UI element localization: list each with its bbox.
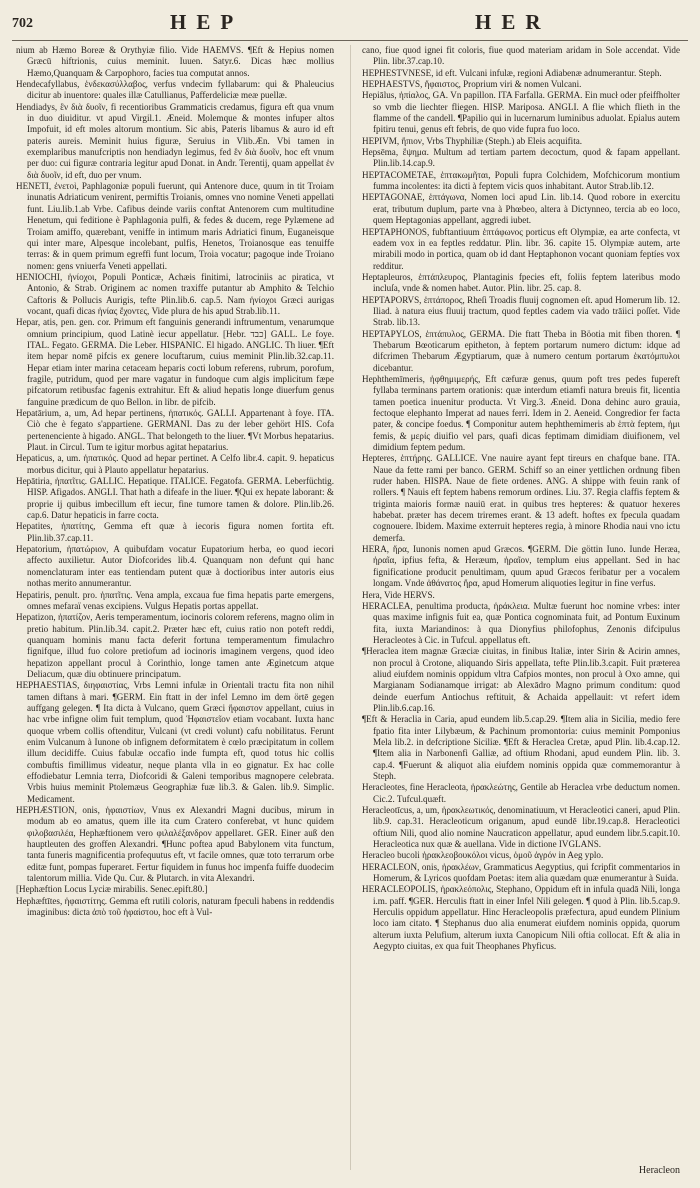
dictionary-entry: HEPTAPHONOS, fubftantiuum ἑπτάφωνος porticus eft Olympiæ, ea arte confecta, vt eadem vox in ea feptles reddatur. Plin. libr. 36. capite 15. Olympiæ autem, arte mirabili modo in portica, quam ob id dant Heptaphonon vocant quoniam feptíes vox redditur. bbox=[362, 226, 680, 271]
dictionary-entry: HERA, ἥρα, Iunonis nomen apud Græcos. ¶GERM. Die göttin Iuno. Iunde Heræa, ἡραῖα, ipfius fefta, & Heræum, ἡραῖον, templum eius appellant. Sed in hac fignificatione producit penultimam, quum apud Græcos feribatur per a vocalem longam. Vnde ἀθάνατος ἥρα, apud Homerum aliquoties legitur in fine verfus. bbox=[362, 544, 680, 589]
dictionary-entry: Hepar, atis, pen. gen. cor. Primum eft fanguinis generandi inftrumentum, venarumque omnium principium, quod Latinè iecur appellatur. [Hebr. כבד] GALL. Le foye. ITAL. Fegato. GERMA. Die Leber. HISPANIC. El higado. ANGLIC. Th liuer. ¶Eft item hepar nomē pifcis ex genere locuftarum, cuius meminit Plin.lib.32.cap.11. Hepar etiam inter marina cetaceam heparis cocti lobum referens, rubrum, porofum, fragile, putridum, quod per mare vagatur in fundoque cum algis implicitum fæpe pifcatorum retibusfac fagenis extrahitur. Eft & aliud hepatis longe diuerfum genus fanguine prædicum de quo Bellon. in libr. de pifcib. bbox=[16, 317, 334, 407]
page-number: 702 bbox=[12, 16, 33, 31]
dictionary-entry: HERACLEA, penultima producta, ἡράκλεια. Multæ fuerunt hoc nomine vrbes: inter quas maxime infignis fuit ea, quæ Pontica cognominata fuit, ad Pontum Euxinum fita, iuxta Mariandinos: à qua Dionyfius philofophus, Zenonis difcipulus Heracleotes à Cic. in Tufcul. appellatus eft. bbox=[362, 600, 680, 645]
dictionary-entry: Hepatorium, ἡπατώριον, A quibufdam vocatur Eupatorium herba, eo quod iecori affecto auxilietur. Autor Diofcorides lib.4. Quanquam non defunt qui hanc nomenclaturam inter eas tentiendam putent quæ à doctioribus inter autoris eius nothas merito annumerantur. bbox=[16, 544, 334, 589]
dictionary-entry: HEPTACOMETAE, ἑπτακωμῆται, Populi fupra Colchidem, Mofchicorum montium fumma incolentes: ita dicti à feptem vicis quos inhabitant. Autor Strab.lib.12. bbox=[362, 169, 680, 192]
dictionary-entry: Hephthemīmeris, ἡφθημιμερής, Eft cæfuræ genus, quum poft tres pedes fupereft fyllaba terminans partem orationis: quæ interdum etiamfi natura breuis fit, licentia tamen poetica inuenitur producta. Vt Virg.3. Æneid. Dona dehinc auro grauia, fectoque elephanto Imperat ad naues ferri. Idem in 2. Aeneid. Congredior fer facta pater, & concipe foedus. ¶ Componitur autem hephthemimeris ab ἑπτὰ feptem, ἡμι femis, & μερίς diuifio vel pars, quafi dicas feptimam dimidiam diuifionem, vel dimidium feptem pedum. bbox=[362, 373, 680, 453]
dictionary-entry: HEPHÆSTION, onis, ἡφαιστίων, Vnus ex Alexandri Magni ducibus, mirum in modum ab eo amatus, quem ille ita cum Cratero conferebat, vt hunc quidem φιλοβασιλέα, Hephæftionem vero φιλαλέξανδρον appellaret. GER. Einer auß den hauptleuten des groffen Alexandri. ¶Hunc poftea apud Babylonem vita functum, tanta funeris magnificentia profequutus eft, vt facile omnes, quæ toto terrarum orbe editæ funt, pompas fuperaret. Fertur fiquidem in funus hoc impenfa fuiffe duodecim talentorum millia. Vide Qu. Cur. & Plutarch. in vita Alexandri. bbox=[16, 805, 334, 884]
dictionary-entry: HEPHESTVNESE, id eft. Vulcani infulæ, regioni Adiabenæ adnumerantur. Steph. bbox=[362, 67, 662, 78]
dictionary-entry: HEPHAESTIAS, διηφαιστίας, Vrbs Lemni infulæ in Orientali tractu fita non nihil tamen diftans à mari. ¶GERM. Ein ftatt in der infel Lemno im dem örtē gegen auffgang gelegen. ¶ Ita dicta à Vulcano, quem Græci ἥφαιστον appellant, cuius in hac vrbe infigne olim fuit templum, quod Ἡφαιστεῖον etiam vocabant. Iuxta hanc quoque vrbem collis oftenditur, Vulcani (vt credi volunt) cafu nobilitatus. Ferunt enim Vulcanum à Iunone ob infignem deformitatem è cœlo præcipitatum in collem illum decidiffe. Cuius fabulæ occafio inde fumpta eft, quod totus hic collis combuftis fimillimus videatur, neque planta vlla in eo gignatur. Ex hac colle effodiebatur Lemnia terra, Diofcoridi & Galeni temporibus magnopere celebrata. Vrbis huius meminit Ptolemæus Geographiæ fuæ lib.3. & Galen. lib.9. Simplic. Medicament. bbox=[16, 680, 334, 804]
dictionary-entry: Heracleotīcus, a, um, ἡρακλεωτικός, denominatiuum, vt Heracleotici caneri, apud Plin. lib.9. cap.31. Heracleoticum origanum, apud eundē libr.19.cap.8. Heracleotici oftium Nili, quod alio nomine Naucraticon appellatur, apud eundem libr.5.capit.10. Heracleotica nux quæ & auellana. Vide in dictione IVGLANS. bbox=[362, 805, 680, 850]
dictionary-entry: HEPHAESTVS, ἥφαιστος, Proprium viri & nomen Vulcani. bbox=[362, 79, 582, 90]
dictionary-entry: HEPIVM, ἥπιον, Vrbs Thyphiliæ (Steph.) ab Eleis acquifita. bbox=[362, 135, 583, 146]
catchword: Heracleon bbox=[638, 1165, 680, 1176]
right-column bbox=[362, 45, 680, 953]
running-head-right: HER bbox=[475, 10, 551, 34]
header-rule bbox=[12, 40, 688, 41]
dictionary-entry: cano, fiue quod ignei fit coloris, fiue quod materiam aridam in Sole accendat. Vide Plin. libr.37.cap.10. bbox=[362, 45, 680, 67]
dictionary-entry: Heracleotes, fine Heracleota, ἡρακλεώτης, Gentile ab Heraclea vrbe deductum nomen. Cic.2. Tufcul.quæft. bbox=[362, 782, 680, 804]
dictionary-entry: HEPTAPYLOS, ἑπτάπυλος, GERMA. Die ftatt Theba in Böotia mit fiben thoren. ¶ Thebarum Bœoticarum epitheton, à feptem portarum numero dictum: idque ad difcrimen Thebarum Ægyptiarum, quæ à numero centum portarum ἑκατόμπυλοι dicebantur. bbox=[362, 328, 680, 373]
dictionary-entry: Hendiadys, ἓν διὰ δυοῖν, fi recentioribus Grammaticis credamus, figura eft qua vnum in duo diuiditur. vt apud Virgil.1. Æneid. Molemque & montes infuper altos Impofuit, id eft moles altorum montium. Sic abis, Pateris libamus & auro id eft pateris aureis. Meminit huius figuræ, Seruius in Vlib.Æn. Vbi tamen in exemplaribus manufcriptis non hendiadyn legimus, fed ἓν διὰ δυοῖν, hoc eft vnum per duo: cui figuræ contraria legitur apud Donat. in Andr. Terentij, quam appellat ἑν διὰ δυοῖν, id eft, duo per vnum. bbox=[16, 101, 334, 180]
dictionary-entry: Hepatārium, a, um, Ad hepar pertinens, ἡπατικός. GALLI. Appartenant à foye. ITA. Ciò che è fegato s'appartiene. GERMANI. Das zu der leber gehört HIS. Cofa pertenenciente à higado. ANGL. That belongeth to the liuer. ¶Vt Morbus hepatarius. Plaut. in Circul. Tum te igitur morbus agitat hepatarius. bbox=[16, 408, 334, 453]
dictionary-entry: Hepatites, ἡπατίτης, Gemma eft quæ à iecoris figura nomen fortita eft. Plin.lib.37.cap.11. bbox=[16, 521, 334, 543]
dictionary-entry: Heptapleuros, ἑπτάπλευρος, Plantaginis fpecies eft, foliis feptem lateribus modo incluſa, vnde & nomen habet. Autor. Plin. libr. 25. cap. 8. bbox=[362, 271, 680, 294]
dictionary-entry: Hepiālus, ἠπίαλος, GA. Vn papillon. ITA Farfalla. GERMA. Ein mucł oder pfeiffholter so vmb die liechter fliegen. HISP. Mariposa. ANGLI. A flie which flieth in the flamme of the candell. ¶Papilio qui in lucernarum luminibus aduolat. Epialus autem fpitiru tenui, genus eft febris, de quo vide fupra fuo loco. bbox=[362, 90, 680, 135]
dictionary-entry: Hepsēma, ἕψημα. Multum ad tertiam partem decoctum, quod & fapam appellant. Plin.lib.14.cap.9. bbox=[362, 147, 680, 169]
dictionary-entry: ¶Eft & Heraclia in Caria, apud eundem lib.5.cap.29. ¶Item alia in Sicilia, medio fere fpatio fita inter Lilybæum, & Pachinum promontoria: cuius meminit Pomponius Mela lib.2. in defcriptione Siciliæ. ¶Eft & Heraclea Cretæ, apud Plin. lib.4.cap.12. ¶Item alia in Narbonenfi Galliæ, ad oftium Rhodani, apud eundem Plin. lib. 3. cap.4. ¶Fuerunt & aliquot alia eiufdem nominis oppida quæ commemorantur à Steph. bbox=[362, 714, 680, 781]
left-column bbox=[16, 45, 334, 918]
dictionary-entry: ¶Heraclea item magnæ Græciæ ciuitas, in finibus Italiæ, inter Sirin & Acirin amnes, non procul à Crotone, aliquando Siris appellata, tefte Plin.lib.3.capit. Fuit præterea aliud eiufdem nominis oppidum vltra Cafpios montes, non procul à Oxo amne, qui Margianam Sodianamque irrigat: ab Alexādro Magno primum conditum: quod deinde euerfum Antiochus reftituit, & Achaida appellauit: vt refert idem Plin.lib.6.cap.16. bbox=[362, 646, 680, 713]
dictionary-entry: Hepteres, ἑπτήρης. GALLICE. Vne nauire ayant fept tireurs en chafque bane. ITA. Naue da fette rami per banco. GERM. Schiff so an einer yettlichen ordnung fiben ruder haben. HISPA. Naue de fiete ordenes. ANG. A shippe with feuin rank of rollers. ¶ Nauis eft feptem habens remorum ordines. Liu. 37. Regia claffis feptem & triginta maioris formæ nauiū erat. in quibus tres hepteres: & quatuor hexeres habebat. præter has decem triremes erant. & 13 adeft. hoftes ex fpecula quadam cognouere. Ibidem. Maxime exterruit hepteres regia, à minore Rhodia naui vno ictu demerfa. bbox=[362, 453, 680, 543]
dictionary-entry: Hera, Vide HERVS. bbox=[362, 589, 435, 600]
dictionary-entry: Hepatizon, ἡπατίζον, Aeris temperamentum, iocinoris colorem referens, magno olim in pretio habitum. Plin.lib.34. capit.2. Præter hæc eft, cuius ratio non poteft reddi, quanquam hominis manu facta deferit fortuna temperamentum fimulachro fignifque, illud fuo colore pretiofum ad iocinoris imaginem vergens, quod ideo hepatizon appellant procul à Corinthio, longe tamen ante Æginetcum atque Deliacum, quæ diu obtinuere principatum. bbox=[16, 612, 334, 679]
column-divider bbox=[350, 45, 351, 1170]
dictionary-entry: HEPTAPORVS, ἑπτάπορος, Rheſi Troadis fluuij cognomen eſt. apud Homerum lib. 12. Iliad. à natura eius fluuij tractum, quod feptles cadem via vado trāiici poſſet. Vide Strab. lib.13. bbox=[362, 294, 680, 328]
dictionary-entry: nium ab Hæmo Boreæ & Orythyiæ filio. Vide HAEMVS. ¶Eft & Hepius nomen Græcū hiftrionis, cuius meminit. Iuuen. Satyr.6. Dicas hæc mollius Hæmo,Quanquam & Carpophoro, facies tua computat annos. bbox=[16, 45, 334, 78]
dictionary-entry: Hephæftītes, ἡφαιστίτης. Gemma eft rutili coloris, naturam fpeculi habens in reddendis imaginibus: dicta ἀπὸ τοῦ ἡφαίστου, hoc eft à Vul- bbox=[16, 895, 334, 918]
dictionary-entry: HENIOCHI, ἡνίοχοι, Populi Ponticæ, Achæis finitimi, latrociniis ac piratica, vt Antonio, & Strab. Originem ac nomen traxiffe putantur ab Amphito & Telchio Caftoris & Pollucis Aurigis, tefte Plin.lib.6. cap.5. Nam ἡνίοχοι Græci aurigas vocant, quafi dicas ἡνίας ἔχοντες, Vide plura de his apud Strab.lib.11. bbox=[16, 271, 334, 316]
dictionary-entry: HERACLEOPOLIS, ἡρακλεόπολις, Stephano, Oppidum eft in infula quadā Nili, longa i.m. paff. ¶GER. Herculis ftatt in einer Infel Nili gelegen. ¶ quod à Plin. lib.5.cap.9. Herculis oppidum appellatur. Hinc Heracleopolis præfectura, apud eundem Plinium loco iam citato. ¶ Stephanus duo alia enumerat eiufdem nominis oppida, quorum alterum iuxta Pelufium, alterum iuxta Canopicum Nili oftia collocat. Eft & alia in Aegypto ciuitas, ex qua fuit Theophanes Phyficus. bbox=[362, 884, 680, 952]
dictionary-entry: [Hephæftion Locus Lyciæ mirabilis. Senec.epift.80.] bbox=[16, 884, 208, 895]
running-head-left: HEP bbox=[170, 10, 244, 34]
dictionary-entry: HERACLEON, onis, ἡρακλέων, Grammaticus Aegyptius, qui fcripfit commentarios in Homerum, & Lyricos quofdam Poetas: item alia quædam quæ enumerantur à Suida. bbox=[362, 861, 680, 884]
dictionary-entry: Hepātiria, ἡπατῖτις. GALLIC. Hepatique. ITALICE. Fegatofa. GERMA. Leberfüchtig. HISP. Afigados. ANGLI. That hath a difeafe in the liuer. ¶Qui ex hepate laborant: & proprie ij quibus imbecillum eft iecur, fine tumore tamen & dolore. Plin.lib.26. cap.6. Datur hepaticis in farre cocta. bbox=[16, 476, 334, 521]
dictionary-entry: Hepatiris, penult. pro. ἡπατῖτις. Vena ampla, excaua fue fima hepatis parte emergens, omnes mefaraï venas excipiens. Vulgus Hepatis portas appellat. bbox=[16, 589, 334, 611]
dictionary-entry: Hepaticus, a, um. ἡπατικός. Quod ad hepar pertinet. A Celfo libr.4. capit. 9. hepaticus morbus dicitur, qui à Plauto appellatur hepatarius. bbox=[16, 453, 334, 475]
dictionary-entry: HEPTAGONAE, ἑπτάγωνα, Nomen loci apud Lin. lib.14. Quod robore in exercitu erat, tributum duplum, parte vna à Phœbeo, altera à Dictynneo, tercia ab eo loco, quem Heptagonias appellant, aggredi iubet. bbox=[362, 192, 680, 226]
dictionary-entry: HENETI, ἐνετοὶ, Paphlagoniæ populi fuerunt, qui Antenore duce, quum in tit Troiam inunatis Adriaticum venirent, permiftis Troianis, omnes vno nomine Veneti appellati funt. Liu.lib.1.ab Vrbe. Cafibus deinde variis conftat Antenorem cum multitudine Henetum, qui feditione è Paphlagonia pulfi, & fedes & ducem, rege Pylæmene ad Troiam amiffo, quærebant, veniffe in intimum maris Adriatici finum, Euganeisque qui inter mare, Alpesque incolebant, pulfis, Henetos, Troianosque eas tenuiffe terras: & in quem primum egreffi funt locum, Troia vocatur; pagoque inde Troiano nomen: gens vniuerfa Veneti appellati. bbox=[16, 181, 334, 271]
dictionary-entry: Heracleo bucoli ἡρακλεοβουκόλοι vicus, ὁμοῦ ἀγρόν in Aeg yplo. bbox=[362, 850, 604, 861]
dictionary-entry: Hendecafyllabus, ἑνδεκασύλλαβος, verfus vndecim fyllabarum: qui & Phaleucius dicitur ab inuentore: quales illæ Catullianus, Pafferdeliciæ meæ puellæ. bbox=[16, 79, 334, 101]
